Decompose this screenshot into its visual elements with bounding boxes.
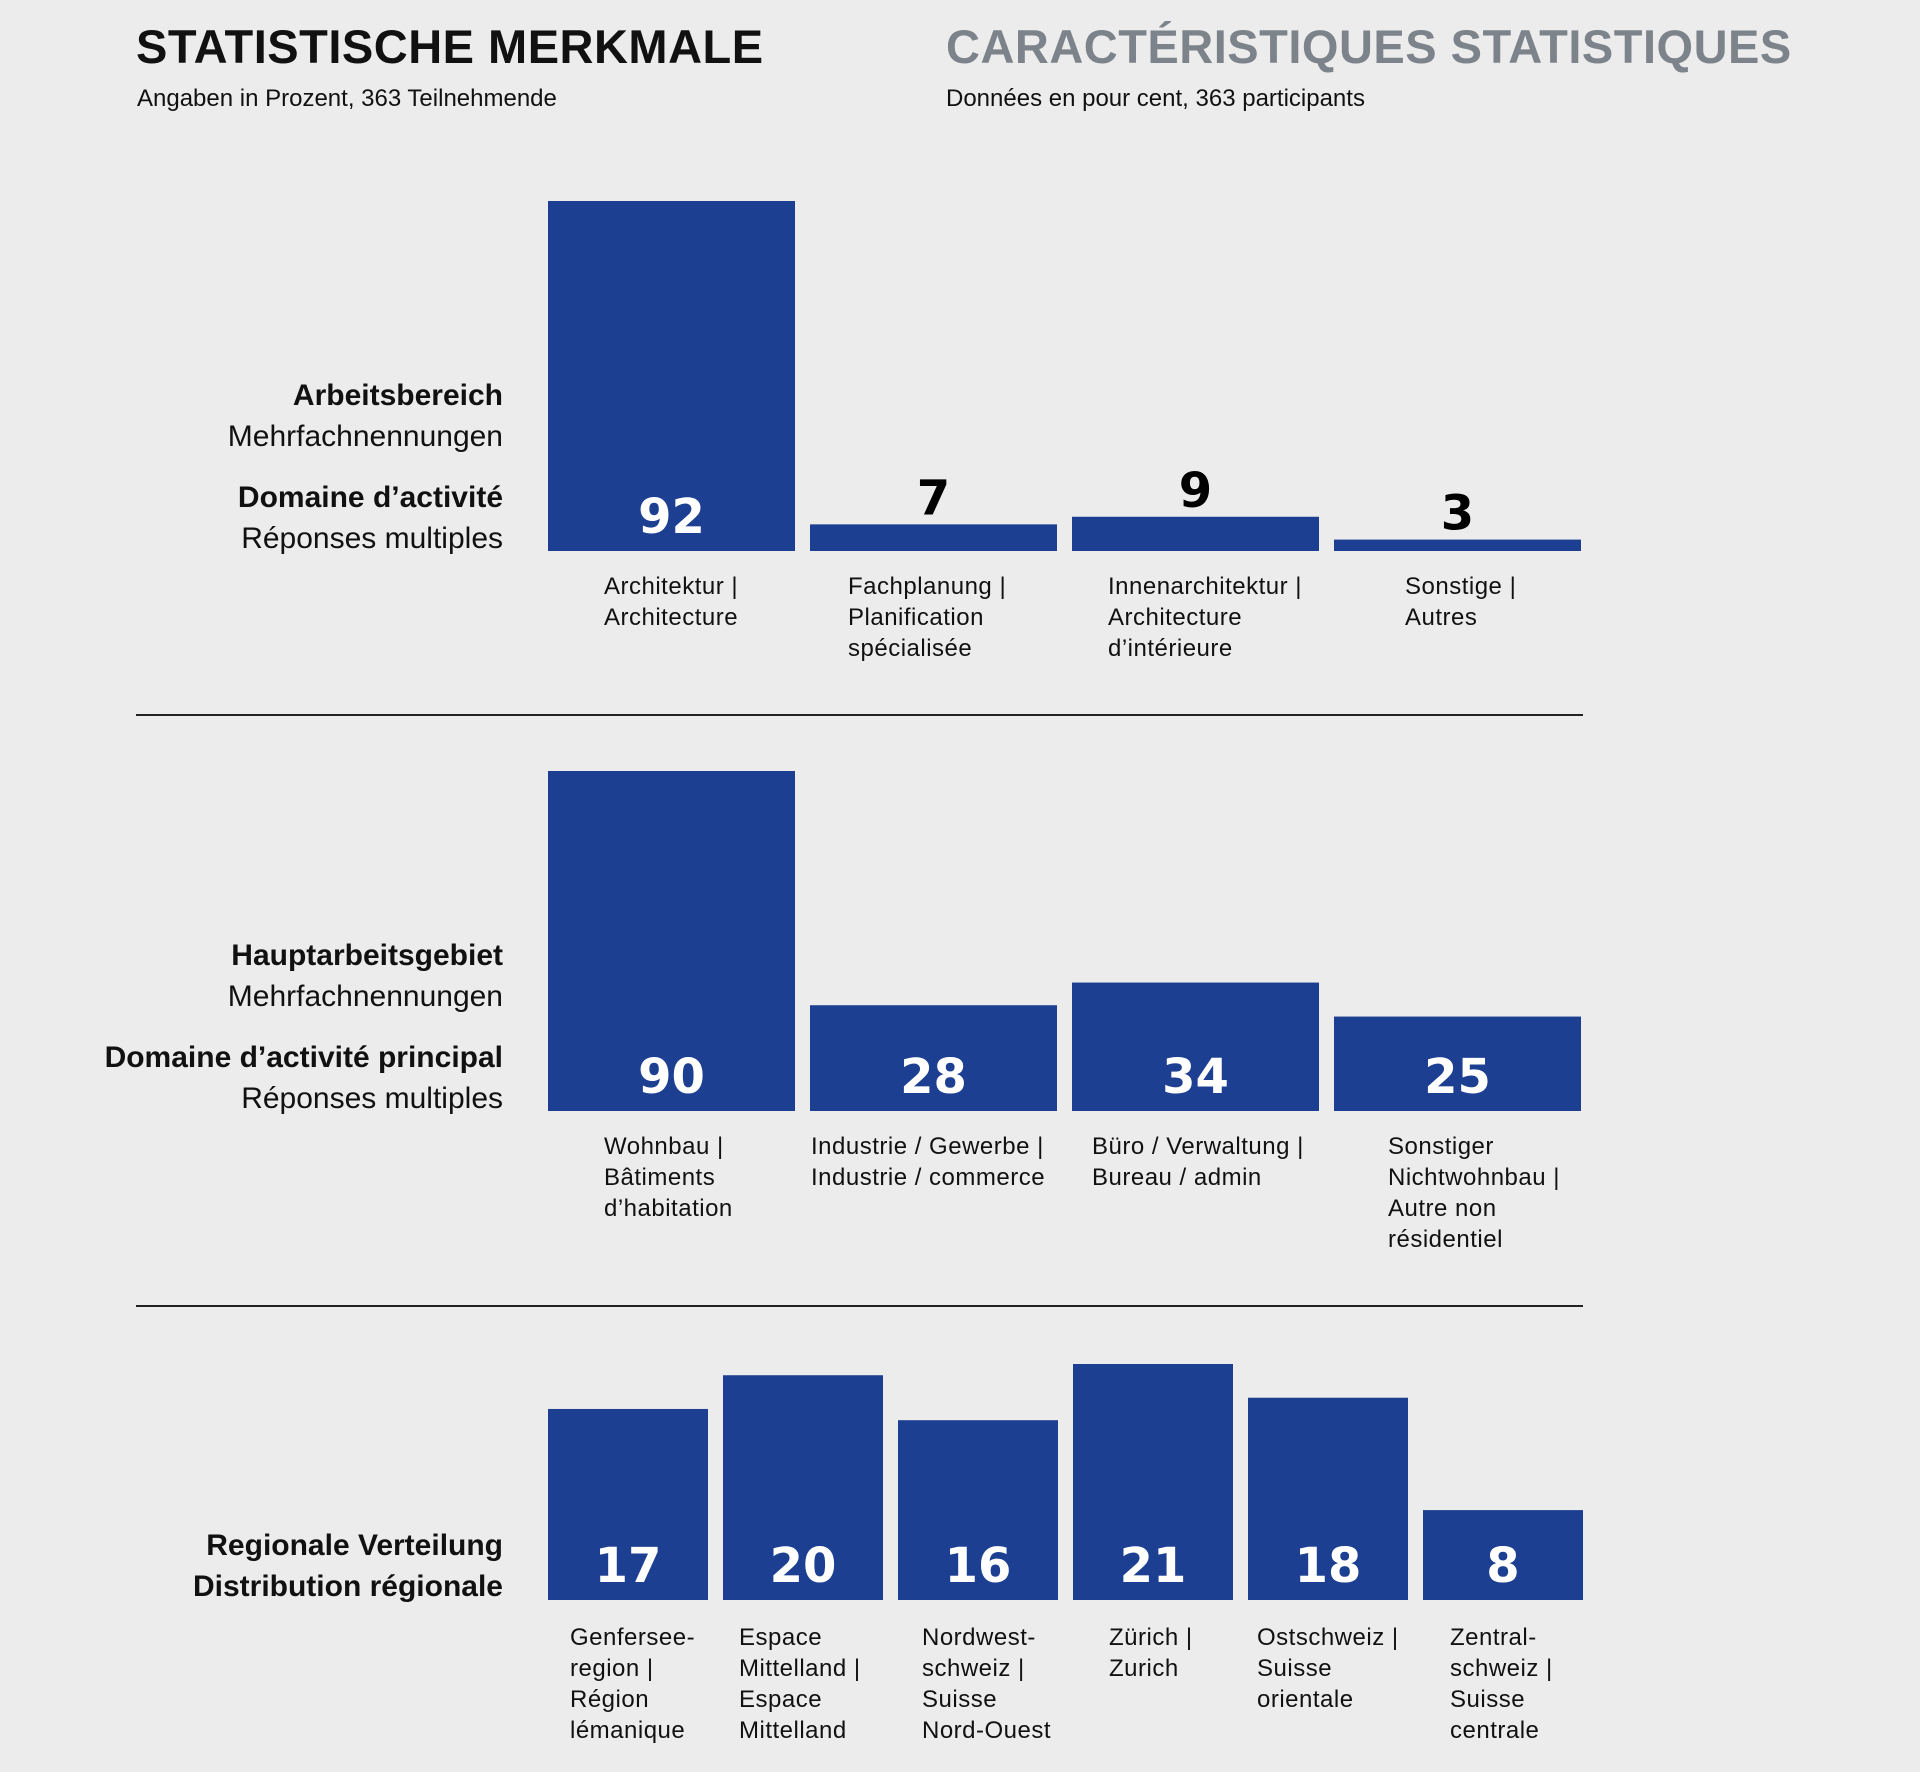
bar-value-label: 25 — [1424, 1049, 1491, 1105]
chart-title-fr: Domaine d’activité — [237, 481, 503, 514]
bar-value-label: 21 — [1119, 1538, 1187, 1594]
category-label: Genfersee- region | Région lémanique — [570, 1624, 696, 1744]
chart-subtitle-fr: Réponses multiples — [241, 1082, 503, 1115]
chart-subtitle: Mehrfachnennungen — [227, 980, 503, 1013]
bar-value-label: 8 — [1486, 1538, 1520, 1594]
chart-title-fr: Domaine d’activité principal — [104, 1041, 503, 1074]
chart-subtitle: Mehrfachnennungen — [227, 420, 503, 453]
chart-subtitle-fr: Réponses multiples — [241, 522, 503, 555]
bar-value-label: 92 — [638, 489, 705, 545]
bar-value-label: 20 — [769, 1538, 837, 1594]
category-label: Büro / Verwaltung | Bureau / admin — [1092, 1133, 1304, 1191]
bar-value-label: 3 — [1440, 485, 1475, 542]
category-label: Espace Mittelland | Espace Mittelland — [739, 1624, 861, 1744]
category-label: Innenarchitektur | Architecture d’intérieure — [1108, 573, 1303, 662]
bar-value-label: 18 — [1294, 1538, 1362, 1594]
bar-value-label: 17 — [594, 1538, 662, 1594]
category-label: Wohnbau | Bâtiments d’habitation — [604, 1133, 733, 1222]
category-label: Zürich | Zurich — [1109, 1624, 1193, 1682]
chart-title: Arbeitsbereich — [292, 379, 503, 412]
page-title-fr: CARACTÉRISTIQUES STATISTIQUES — [946, 20, 1792, 73]
bar-value-label: 7 — [916, 470, 951, 527]
chart-title-fr: Distribution régionale — [192, 1570, 503, 1603]
category-label: Zentral- schweiz | Suisse centrale — [1450, 1624, 1553, 1744]
bar-value-label: 28 — [900, 1049, 967, 1105]
bar-value-label: 9 — [1178, 462, 1213, 519]
category-label: Fachplanung | Planification spécialisée — [848, 573, 1007, 662]
category-label: Ostschweiz | Suisse orientale — [1257, 1624, 1399, 1713]
category-label: Architektur | Architecture — [604, 573, 739, 631]
category-label: Sonstiger Nichtwohnbau | Autre non résidentiel — [1388, 1133, 1560, 1253]
bar-value-label: 90 — [638, 1049, 705, 1105]
chart-title: Hauptarbeitsgebiet — [231, 939, 503, 972]
page-subtitle-fr: Données en pour cent, 363 participants — [946, 85, 1365, 112]
page-title-de: STATISTISCHE MERKMALE — [136, 20, 764, 73]
category-label: Nordwest- schweiz | Suisse Nord-Ouest — [922, 1624, 1052, 1744]
chart-title: Regionale Verteilung — [206, 1529, 503, 1562]
category-label: Industrie / Gewerbe | Industrie / commerce — [811, 1133, 1046, 1191]
bar-value-label: 16 — [944, 1538, 1012, 1594]
category-label: Sonstige | Autres — [1405, 573, 1517, 631]
bar-value-label: 34 — [1162, 1049, 1229, 1105]
page-subtitle-de: Angaben in Prozent, 363 Teilnehmende — [137, 85, 557, 112]
